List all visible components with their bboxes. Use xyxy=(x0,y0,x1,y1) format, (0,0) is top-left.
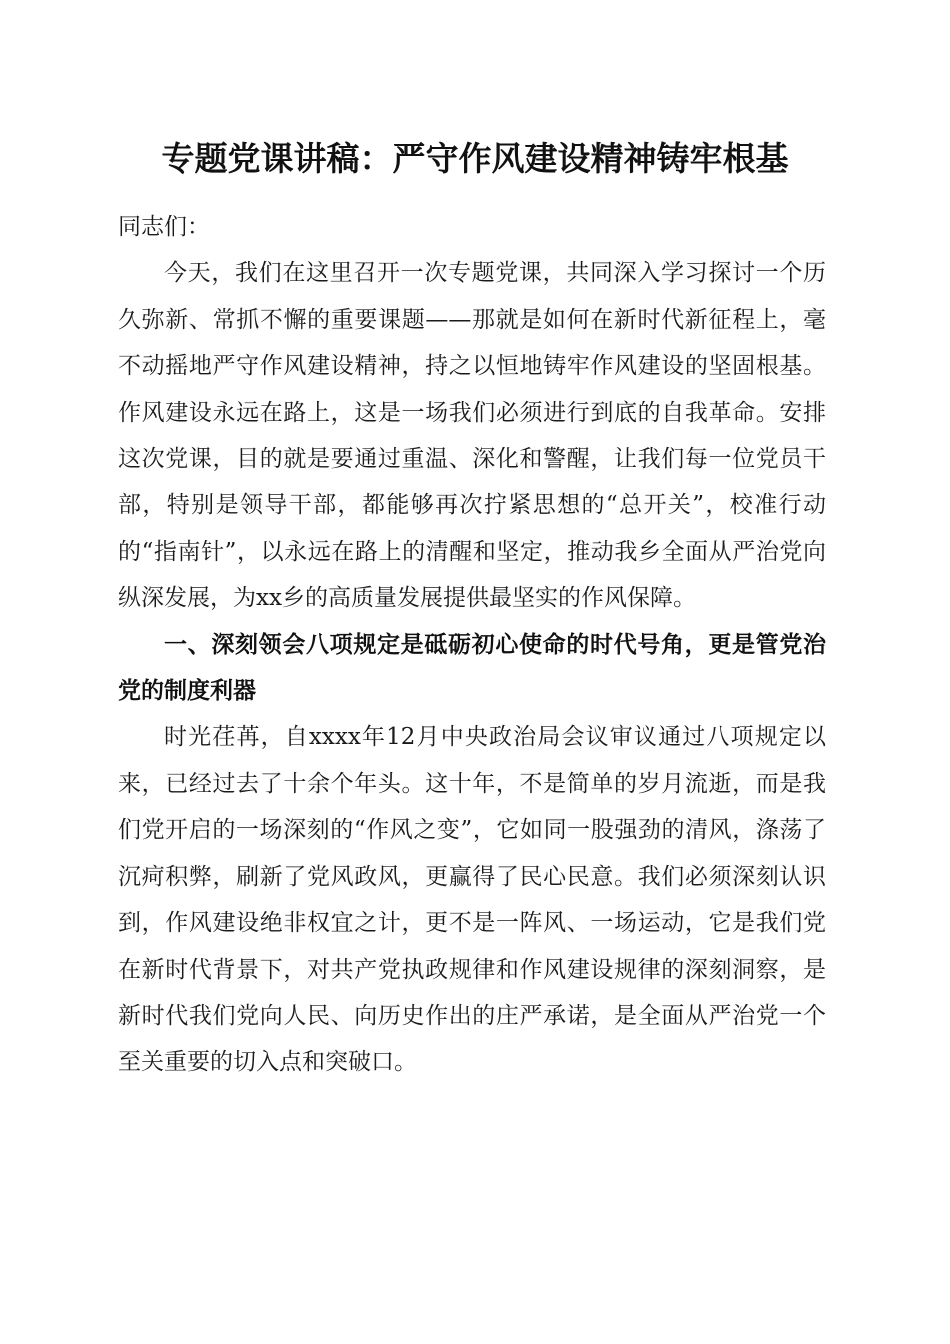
paragraph-intro: 今天，我们在这里召开一次专题党课，共同深入学习探讨一个历久弥新、常抓不懈的重要课题——那就是如何在新时代新征程上，毫不动摇地严守作风建设精神，持之以恒地铸牢作风建设的坚固根基。作风建设永远在路上，这是一场我们必须进行到底的自我革命。安排这次党课，目的就是要通过重温、深化和警醒，让我们每一位党员干部，特别是领导干部，都能够再次拧紧思想的“总开关”，校准行动的“指南针”，以永远在路上的清醒和坚定，推动我乡全面从严治党向纵深发展，为xx乡的高质量发展提供最坚实的作风保障。 xyxy=(118,260,826,612)
document-body xyxy=(118,204,826,1086)
section-heading: 一、深刻领会八项规定是砥砺初心使命的时代号角，更是管党治党的制度利器 xyxy=(118,631,826,705)
paragraph-section-one: 时光荏苒，自xxxx年12月中央政治局会议审议通过八项规定以来，已经过去了十余个年头。这十年，不是简单的岁月流逝，而是我们党开启的一场深刻的“作风之变”，它如同一股强劲的清风，涤荡了沉疴积弊，刷新了党风政风，更赢得了民心民意。我们必须深刻认识到，作风建设绝非权宜之计，更不是一阵风、一场运动，它是我们党在新时代背景下，对共产党执政规律和作风建设规律的深刻洞察，是新时代我们党向人民、向历史作出的庄严承诺，是全面从严治党一个至关重要的切入点和突破口。 xyxy=(118,724,826,1076)
document-title: 专题党课讲稿：严守作风建设精神铸牢根基 xyxy=(161,139,789,178)
greeting: 同志们： xyxy=(118,214,210,240)
